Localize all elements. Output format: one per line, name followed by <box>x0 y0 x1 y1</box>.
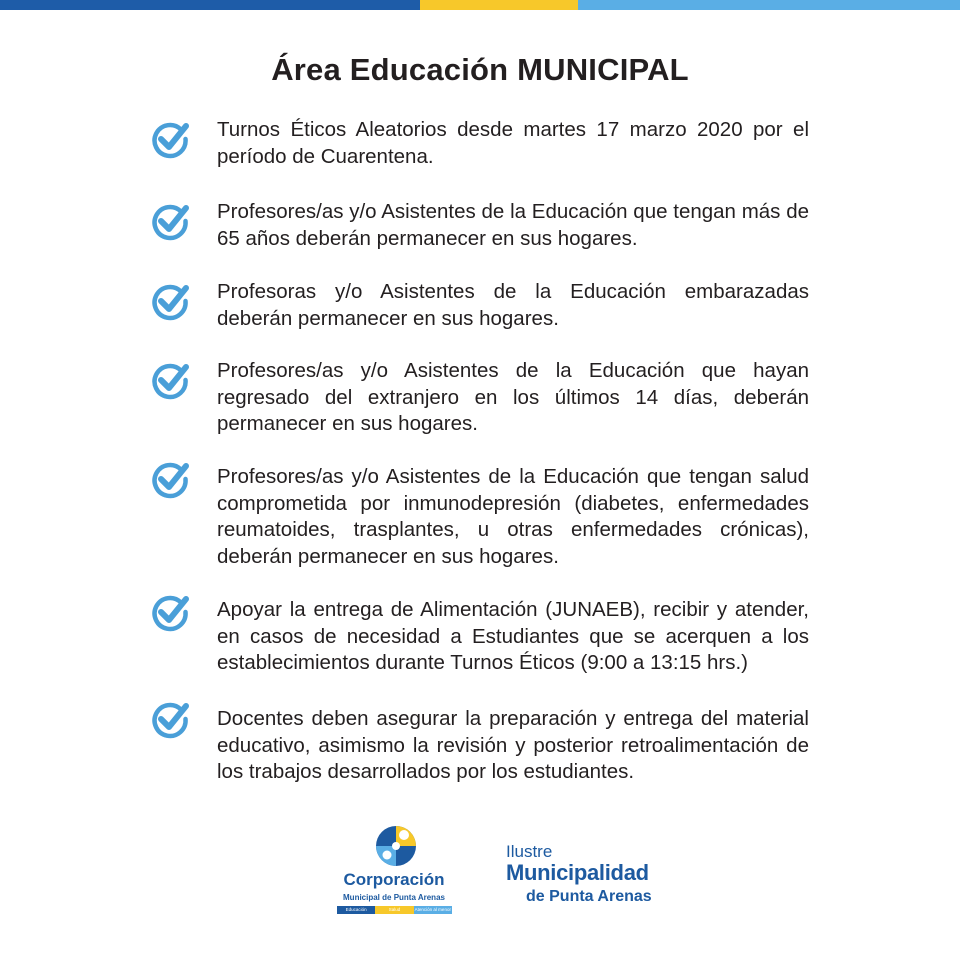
strip-atencion: Atención al menor <box>414 907 451 912</box>
municipalidad-logo <box>504 842 684 912</box>
municipalidad-line3: de Punta Arenas <box>526 888 652 905</box>
top-color-bar <box>0 0 960 10</box>
list-item-text: Profesoras y/o Asistentes de la Educación embarazadas deberán permanecer en sus hogares. <box>217 280 809 330</box>
corporacion-strip <box>337 906 452 914</box>
page-title: Área Educación MUNICIPAL <box>271 52 689 87</box>
list-item-text: Profesores/as y/o Asistentes de la Educación que tengan más de 65 años deberán permanecer en sus hogares. <box>217 200 809 250</box>
top-bar-yellow <box>420 0 578 10</box>
list-item-text: Apoyar la entrega de Alimentación (JUNAEB), recibir y atender, en casos de necesidad a Estudiantes que se acerquen a los establecimientos durante Turnos Éticos (9:00 a 13:15 hrs.) <box>217 598 809 674</box>
list-item-text: Profesores/as y/o Asistentes de la Educación que hayan regresado del extranjero en los últimos 14 días, deberán permanecer en sus hogares. <box>217 359 809 435</box>
check-circle-icon <box>148 591 192 635</box>
municipalidad-line2: Municipalidad <box>506 860 649 885</box>
top-bar-dark-blue <box>0 0 420 10</box>
corporacion-subtitle: Municipal de Punta Arenas <box>343 893 445 902</box>
list-item-text: Docentes deben asegurar la preparación y entrega del material educativo, asimismo la revisión y posterior retroalimentación de los trabajos desarrollados por los estudiantes. <box>217 707 809 783</box>
check-circle-icon <box>148 458 192 502</box>
top-bar-light-blue <box>578 0 960 10</box>
check-circle-icon <box>148 280 192 324</box>
corporacion-logo <box>328 822 460 922</box>
municipalidad-line1: Ilustre <box>506 842 553 861</box>
corporacion-name: Corporación <box>343 870 445 889</box>
check-circle-icon <box>148 200 192 244</box>
check-circle-icon <box>148 359 192 403</box>
strip-educacion: Educación <box>337 906 375 914</box>
puzzle-figure-icon <box>374 824 418 868</box>
list-item-text: Turnos Éticos Aleatorios desde martes 17 marzo 2020 por el período de Cuarentena. <box>217 118 809 168</box>
strip-salud: Salud <box>375 906 413 914</box>
check-circle-icon <box>148 118 192 162</box>
check-circle-icon <box>148 698 192 742</box>
list-item-text: Profesores/as y/o Asistentes de la Educación que tengan salud comprometida por inmunodepresión (diabetes, enfermedades reumatoides, trasplantes, u otras enfermedades crónicas), deberán permanecer en sus hogares. <box>217 465 809 568</box>
